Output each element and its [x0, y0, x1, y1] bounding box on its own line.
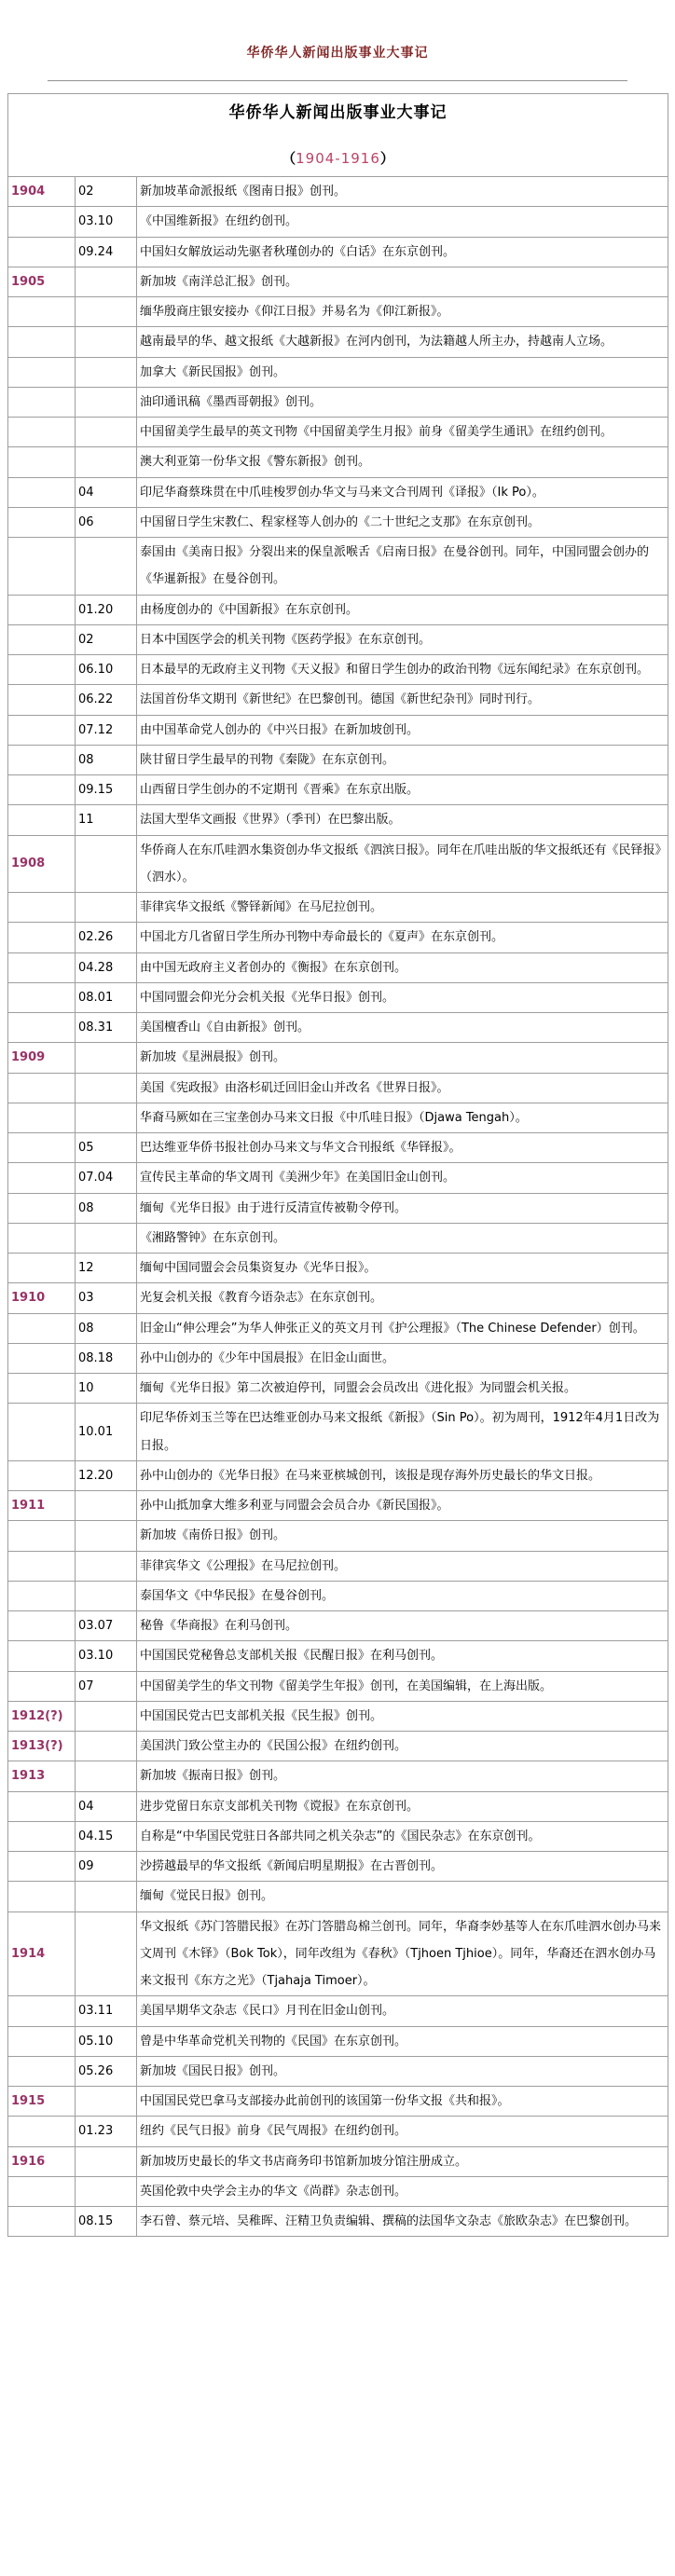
subtitle-open-paren: （: [282, 150, 296, 168]
table-row: [8, 1163, 668, 1193]
date-cell: 12.20: [76, 1460, 137, 1490]
date-cell: 08.15: [76, 2207, 137, 2237]
event-cell: 菲律宾华文《公理报》在马尼拉创刊。: [137, 1551, 668, 1581]
event-cell: 日本最早的无政府主义刊物《天义报》和留日学生创办的政治刊物《远东闻纪录》在东京创刊。: [137, 655, 668, 685]
date-cell: [76, 447, 137, 477]
table-row: [8, 2056, 668, 2086]
event-cell: 孙中山创办的《光华日报》在马来亚槟城创刊，该报是现存海外历史最长的华文日报。: [137, 1460, 668, 1490]
table-row: [8, 2207, 668, 2237]
date-cell: 01.20: [76, 595, 137, 624]
table-row: [8, 177, 668, 207]
date-cell: [76, 1521, 137, 1551]
year-cell: [8, 2026, 76, 2056]
year-cell: [8, 1223, 76, 1253]
date-cell: [76, 1491, 137, 1521]
table-header-row: [8, 94, 668, 177]
table-row: [8, 1343, 668, 1373]
event-cell: 新加坡《振南日报》创刊。: [137, 1761, 668, 1791]
table-row: [8, 1701, 668, 1731]
year-cell: [8, 685, 76, 715]
date-cell: 11: [76, 805, 137, 835]
table-title: 华侨华人新闻出版事业大事记: [228, 103, 448, 122]
event-cell: 中国留美学生最早的英文刊物《中国留美学生月报》前身《留美学生通讯》在纽约创刊。: [137, 418, 668, 447]
year-cell: [8, 1821, 76, 1851]
date-cell: 08.01: [76, 982, 137, 1012]
event-cell: 新加坡《国民日报》创刊。: [137, 2056, 668, 2086]
year-cell: [8, 1133, 76, 1163]
event-cell: 中国同盟会仰光分会机关报《光华日报》创刊。: [137, 982, 668, 1012]
event-cell: 新加坡《星洲晨报》创刊。: [137, 1043, 668, 1073]
date-cell: [76, 1701, 137, 1731]
date-cell: [76, 1911, 137, 1996]
event-cell: 新加坡革命派报纸《图南日报》创刊。: [137, 177, 668, 207]
table-row: [8, 1103, 668, 1132]
event-cell: 中国北方几省留日学生所办刊物中寿命最长的《夏声》在东京创刊。: [137, 923, 668, 952]
year-cell: [8, 775, 76, 805]
date-cell: 05.10: [76, 2026, 137, 2056]
table-row: [8, 2087, 668, 2117]
event-cell: 中国留日学生宋教仁、程家柽等人创办的《二十世纪之支那》在东京创刊。: [137, 507, 668, 537]
date-cell: 06.10: [76, 655, 137, 685]
year-cell: [8, 1611, 76, 1641]
date-cell: 03: [76, 1283, 137, 1313]
event-cell: 孙中山抵加拿大维多利亚与同盟会会员合办《新民国报》。: [137, 1491, 668, 1521]
year-cell: [8, 387, 76, 417]
event-cell: 中国妇女解放运动先驱者秋瑾创办的《白话》在东京创刊。: [137, 237, 668, 267]
year-cell: [8, 1404, 76, 1461]
event-cell: 缅华殷商庄银安接办《仰江日报》并易名为《仰江新报》。: [137, 297, 668, 327]
event-cell: 泰国华文《中华民报》在曼谷创刊。: [137, 1581, 668, 1610]
event-cell: 秘鲁《华商报》在利马创刊。: [137, 1611, 668, 1641]
date-cell: [76, 267, 137, 296]
date-cell: 04: [76, 477, 137, 507]
event-cell: 《中国维新报》在纽约创刊。: [137, 207, 668, 237]
date-cell: [76, 1223, 137, 1253]
event-cell: 由杨度创办的《中国新报》在东京创刊。: [137, 595, 668, 624]
event-cell: 美国《宪政报》由洛杉矶迁回旧金山并改名《世界日报》。: [137, 1073, 668, 1103]
table-row: [8, 1313, 668, 1343]
year-cell: 1904: [8, 177, 76, 207]
date-cell: [76, 327, 137, 357]
event-cell: 加拿大《新民国报》创刊。: [137, 357, 668, 387]
table-row: [8, 595, 668, 624]
event-cell: 中国留美学生的华文刊物《留美学生年报》创刊，在美国编辑，在上海出版。: [137, 1671, 668, 1701]
table-row: [8, 805, 668, 835]
table-row: [8, 835, 668, 893]
table-row: [8, 1521, 668, 1551]
event-cell: 美国洪门致公堂主办的《民国公报》在纽约创刊。: [137, 1732, 668, 1761]
event-cell: 进步党留日东京支部机关刊物《谠报》在东京创刊。: [137, 1791, 668, 1821]
table-row: [8, 1882, 668, 1911]
table-row: [8, 477, 668, 507]
date-cell: [76, 418, 137, 447]
year-cell: [8, 745, 76, 774]
year-cell: 1908: [8, 835, 76, 893]
year-cell: [8, 1073, 76, 1103]
year-cell: [8, 982, 76, 1012]
divider-rule: [48, 80, 628, 82]
date-cell: 05: [76, 1133, 137, 1163]
table-row: [8, 327, 668, 357]
event-cell: 华文报纸《苏门答腊民报》在苏门答腊岛棉兰创刊。同年，华裔李妙基等人在东爪哇泗水创办马来文周刊《木铎》（Bok Tok），同年改组为《春秋》（Tjhoen Tjhioe）。同年，华裔还在泗水创办马来文报刊《东方之光》（Tjahaja Timoer）。: [137, 1911, 668, 1996]
date-cell: 03.10: [76, 207, 137, 237]
table-row: [8, 2026, 668, 2056]
year-cell: 1916: [8, 2146, 76, 2176]
events-table: [7, 93, 668, 2237]
table-row: [8, 207, 668, 237]
year-cell: [8, 1852, 76, 1882]
year-cell: 1915: [8, 2087, 76, 2117]
year-cell: [8, 237, 76, 267]
date-cell: [76, 893, 137, 923]
table-row: [8, 538, 668, 596]
year-cell: 1914: [8, 1911, 76, 1996]
year-cell: 1910: [8, 1283, 76, 1313]
date-cell: 09.15: [76, 775, 137, 805]
event-cell: 由中国无政府主义者创办的《衡报》在东京创刊。: [137, 952, 668, 982]
subtitle-close-paren: ）: [379, 150, 394, 168]
table-row: [8, 1073, 668, 1103]
event-cell: 缅甸《光华日报》由于进行反清宣传被勒令停刊。: [137, 1193, 668, 1223]
table-row: [8, 2146, 668, 2176]
event-cell: 菲律宾华文报纸《警铎新闻》在马尼拉创刊。: [137, 893, 668, 923]
event-cell: 曾是中华革命党机关刊物的《民国》在东京创刊。: [137, 2026, 668, 2056]
event-cell: 法国首份华文期刊《新世纪》在巴黎创刊。德国《新世纪杂刊》同时刊行。: [137, 685, 668, 715]
year-cell: [8, 923, 76, 952]
event-cell: 日本中国医学会的机关刊物《医药学报》在东京创刊。: [137, 624, 668, 654]
date-cell: [76, 1103, 137, 1132]
table-row: [8, 267, 668, 296]
year-cell: 1912(?): [8, 1701, 76, 1731]
event-cell: 缅甸中国同盟会会员集资复办《光华日报》。: [137, 1254, 668, 1283]
date-cell: [76, 2146, 137, 2176]
event-cell: 李石曾、蔡元培、吴稚晖、汪精卫负责编辑、撰稿的法国华文杂志《旅欧杂志》在巴黎创刊。: [137, 2207, 668, 2237]
events-table-body: [8, 94, 668, 2237]
date-cell: 10: [76, 1374, 137, 1404]
year-cell: [8, 893, 76, 923]
table-row: [8, 1374, 668, 1404]
table-header-cell: [8, 94, 668, 177]
year-cell: [8, 595, 76, 624]
date-cell: 03.11: [76, 1996, 137, 2026]
table-row: [8, 1283, 668, 1313]
event-cell: 光复会机关报《教育今语杂志》在东京创刊。: [137, 1283, 668, 1313]
date-cell: [76, 1761, 137, 1791]
table-row: [8, 1641, 668, 1671]
date-cell: 05.26: [76, 2056, 137, 2086]
date-cell: [76, 2087, 137, 2117]
event-cell: 由中国革命党人创办的《中兴日报》在新加坡创刊。: [137, 715, 668, 745]
year-cell: [8, 418, 76, 447]
date-cell: 12: [76, 1254, 137, 1283]
table-row: [8, 745, 668, 774]
year-cell: [8, 2117, 76, 2146]
table-row: [8, 387, 668, 417]
date-cell: [76, 1882, 137, 1911]
table-row: [8, 715, 668, 745]
table-row: [8, 1761, 668, 1791]
year-cell: [8, 1343, 76, 1373]
table-row: [8, 1133, 668, 1163]
table-row: [8, 1791, 668, 1821]
table-row: [8, 357, 668, 387]
year-cell: [8, 1882, 76, 1911]
year-cell: [8, 805, 76, 835]
date-cell: 10.01: [76, 1404, 137, 1461]
year-cell: [8, 624, 76, 654]
table-row: [8, 1254, 668, 1283]
table-row: [8, 2117, 668, 2146]
date-cell: 08: [76, 745, 137, 774]
date-cell: 08.31: [76, 1013, 137, 1043]
year-cell: [8, 1374, 76, 1404]
year-cell: [8, 507, 76, 537]
table-row: [8, 1996, 668, 2026]
table-row: [8, 1852, 668, 1882]
table-row: [8, 1551, 668, 1581]
date-cell: 09.24: [76, 237, 137, 267]
year-cell: [8, 655, 76, 685]
date-cell: 04.15: [76, 1821, 137, 1851]
table-row: [8, 1013, 668, 1043]
table-row: [8, 297, 668, 327]
date-cell: [76, 387, 137, 417]
event-cell: 宣传民主革命的华文周刊《美洲少年》在美国旧金山创刊。: [137, 1163, 668, 1193]
date-cell: 02: [76, 624, 137, 654]
date-cell: [76, 1732, 137, 1761]
year-cell: 1911: [8, 1491, 76, 1521]
year-cell: [8, 1551, 76, 1581]
event-cell: 陕甘留日学生最早的刊物《秦陇》在东京创刊。: [137, 745, 668, 774]
table-subtitle: [11, 144, 665, 175]
date-cell: 07.04: [76, 1163, 137, 1193]
year-cell: [8, 297, 76, 327]
event-cell: 缅甸《觉民日报》创刊。: [137, 1882, 668, 1911]
year-cell: [8, 327, 76, 357]
year-cell: 1913(?): [8, 1732, 76, 1761]
date-cell: 06: [76, 507, 137, 537]
event-cell: 巴达维亚华侨书报社创办马来文与华文合刊报纸《华铎报》。: [137, 1133, 668, 1163]
event-cell: 沙捞越最早的华文报纸《新闻启明星期报》在古晋创刊。: [137, 1852, 668, 1882]
year-cell: [8, 1996, 76, 2026]
table-row: [8, 952, 668, 982]
date-cell: 03.07: [76, 1611, 137, 1641]
date-cell: 09: [76, 1852, 137, 1882]
event-cell: 美国檀香山《自由新报》创刊。: [137, 1013, 668, 1043]
event-cell: 中国国民党巴拿马支部接办此前创刊的该国第一份华文报《共和报》。: [137, 2087, 668, 2117]
event-cell: 《湘路警钟》在东京创刊。: [137, 1223, 668, 1253]
table-row: [8, 237, 668, 267]
event-cell: 中国国民党古巴支部机关报《民生报》创刊。: [137, 1701, 668, 1731]
table-row: [8, 2176, 668, 2206]
table-row: [8, 1671, 668, 1701]
table-row: [8, 1404, 668, 1461]
date-cell: [76, 1043, 137, 1073]
event-cell: 华侨商人在东爪哇泗水集资创办华文报纸《泗滨日报》。同年在爪哇出版的华文报纸还有《民铎报》（泗水）。: [137, 835, 668, 893]
year-cell: [8, 1791, 76, 1821]
table-row: [8, 775, 668, 805]
date-cell: [76, 835, 137, 893]
date-cell: [76, 1073, 137, 1103]
event-cell: 山西留日学生创办的不定期刊《晋乘》在东京出版。: [137, 775, 668, 805]
date-cell: 02: [76, 177, 137, 207]
date-cell: [76, 2176, 137, 2206]
date-cell: 03.10: [76, 1641, 137, 1671]
event-cell: 越南最早的华、越文报纸《大越新报》在河内创刊，为法籍越人所主办，持越南人立场。: [137, 327, 668, 357]
event-cell: 法国大型华文画报《世界》（季刊）在巴黎出版。: [137, 805, 668, 835]
year-cell: 1909: [8, 1043, 76, 1073]
event-cell: 纽约《民气日报》前身《民气周报》在纽约创刊。: [137, 2117, 668, 2146]
year-cell: [8, 1641, 76, 1671]
table-row: [8, 1821, 668, 1851]
table-row: [8, 1491, 668, 1521]
table-row: [8, 1223, 668, 1253]
event-cell: 印尼华侨刘玉兰等在巴达维亚创办马来文报纸《新报》（Sin Po）。初为周刊，1912年4月1日改为日报。: [137, 1404, 668, 1461]
event-cell: 油印通讯稿《墨西哥朝报》创刊。: [137, 387, 668, 417]
year-cell: [8, 1254, 76, 1283]
year-cell: 1913: [8, 1761, 76, 1791]
table-row: [8, 923, 668, 952]
page-title: 华侨华人新闻出版事业大事记: [246, 46, 429, 61]
year-cell: [8, 1671, 76, 1701]
date-cell: [76, 1551, 137, 1581]
date-cell: 06.22: [76, 685, 137, 715]
date-cell: [76, 357, 137, 387]
year-cell: [8, 1193, 76, 1223]
year-cell: [8, 1460, 76, 1490]
table-row: [8, 624, 668, 654]
event-cell: 印尼华裔蔡珠贯在中爪哇梭罗创办华文与马来文合刊周刊《译报》（Ik Po）。: [137, 477, 668, 507]
year-cell: 1905: [8, 267, 76, 296]
table-row: [8, 507, 668, 537]
subtitle-year-range: 1904-1916: [296, 150, 380, 168]
year-cell: [8, 357, 76, 387]
event-cell: 旧金山“伸公理会”为华人伸张正义的英文月刊《护公理报》（The Chinese Defender）创刊。: [137, 1313, 668, 1343]
year-cell: [8, 2207, 76, 2237]
year-cell: [8, 1521, 76, 1551]
event-cell: 澳大利亚第一份华文报《警东新报》创刊。: [137, 447, 668, 477]
date-cell: 07: [76, 1671, 137, 1701]
table-row: [8, 685, 668, 715]
date-cell: 08.18: [76, 1343, 137, 1373]
event-cell: 泰国由《美南日报》分裂出来的保皇派喉舌《启南日报》在曼谷创刊。同年，中国同盟会创办的《华暹新报》在曼谷创刊。: [137, 538, 668, 596]
event-cell: 缅甸《光华日报》第二次被迫停刊，同盟会会员改出《进化报》为同盟会机关报。: [137, 1374, 668, 1404]
year-cell: [8, 1103, 76, 1132]
year-cell: [8, 2056, 76, 2086]
year-cell: [8, 1581, 76, 1610]
date-cell: 08: [76, 1193, 137, 1223]
event-cell: 中国国民党秘鲁总支部机关报《民醒日报》在利马创刊。: [137, 1641, 668, 1671]
date-cell: [76, 1581, 137, 1610]
event-cell: 孙中山创办的《少年中国晨报》在旧金山面世。: [137, 1343, 668, 1373]
table-row: [8, 893, 668, 923]
year-cell: [8, 952, 76, 982]
year-cell: [8, 1313, 76, 1343]
year-cell: [8, 447, 76, 477]
date-cell: [76, 297, 137, 327]
table-row: [8, 1193, 668, 1223]
date-cell: 02.26: [76, 923, 137, 952]
table-row: [8, 1581, 668, 1610]
year-cell: [8, 715, 76, 745]
event-cell: 美国早期华文杂志《民口》月刊在旧金山创刊。: [137, 1996, 668, 2026]
table-row: [8, 655, 668, 685]
year-cell: [8, 1013, 76, 1043]
table-row: [8, 1460, 668, 1490]
table-row: [8, 447, 668, 477]
date-cell: 07.12: [76, 715, 137, 745]
date-cell: 04: [76, 1791, 137, 1821]
event-cell: 新加坡《南洋总汇报》创刊。: [137, 267, 668, 296]
table-row: [8, 1043, 668, 1073]
table-row: [8, 1911, 668, 1996]
year-cell: [8, 2176, 76, 2206]
event-cell: 华裔马厥如在三宝垄创办马来文日报《中爪哇日报》（Djawa Tengah）。: [137, 1103, 668, 1132]
date-cell: 01.23: [76, 2117, 137, 2146]
date-cell: 04.28: [76, 952, 137, 982]
event-cell: 新加坡历史最长的华文书店商务印书馆新加坡分馆注册成立。: [137, 2146, 668, 2176]
table-row: [8, 982, 668, 1012]
event-cell: 英国伦敦中央学会主办的华文《尚群》杂志创刊。: [137, 2176, 668, 2206]
date-cell: 08: [76, 1313, 137, 1343]
event-cell: 新加坡《南侨日报》创刊。: [137, 1521, 668, 1551]
year-cell: [8, 1163, 76, 1193]
year-cell: [8, 207, 76, 237]
table-row: [8, 1611, 668, 1641]
table-row: [8, 1732, 668, 1761]
event-cell: 自称是“中华国民党驻日各部共同之机关杂志”的《国民杂志》在东京创刊。: [137, 1821, 668, 1851]
year-cell: [8, 477, 76, 507]
table-row: [8, 418, 668, 447]
date-cell: [76, 538, 137, 596]
year-cell: [8, 538, 76, 596]
